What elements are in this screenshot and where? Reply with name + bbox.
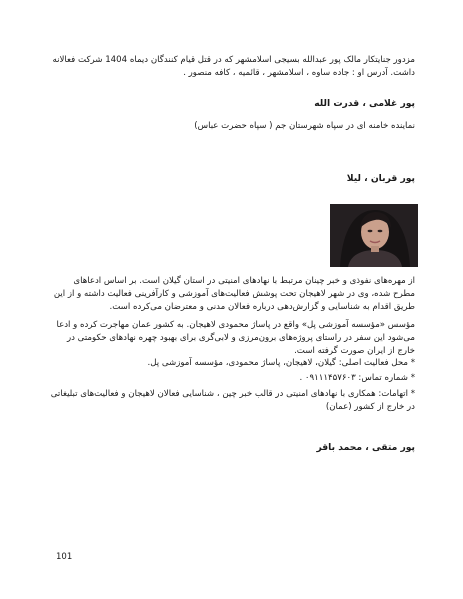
portrait-photo — [330, 204, 418, 267]
entry-text-pourgholami: نماینده خامنه ای در سپاه شهرستان جم ( سپاه حضرت عباس) — [194, 121, 415, 131]
entry-bullet-accusations: * اتهامات: همکاری با نهادهای امنیتی در قالب خبر چین ، شناسایی فعالان لاهیجان و فعالیت‌های تبلیغاتی در خارج از کشور (عمان) — [50, 389, 415, 412]
entry-paragraph-1: از مهره‌های نفوذی و خبر چینان مرتبط با نهادهای امنیتی در استان گیلان است. بر اساس ادعاهای مطرح شده، وی در شهر لاهیجان تحت پوشش فعالیت‌های آموزشی و کارآفرینی فعالیت داشته و از این طریق اقدام به شناسایی و گزارش‌دهی درباره فعالان مدنی و معترضان می‌کرده است. — [53, 276, 415, 312]
entry-paragraph-2: مؤسس «مؤسسه آموزشی پل» واقع در پاساژ محمودی لاهیجان. به کشور عمان مهاجرت کرده و ادعا می‌شود این سفر در راستای پروژه‌های برون‌مرزی و لابی‌گری برای بهبود چهره نهادهای حکومتی در خارج از ایران صورت گرفته است. — [56, 320, 415, 356]
entry-name-pourmottaghi: پور متقی ، محمد باقر — [316, 442, 415, 453]
entry-name-pourgholami: پور غلامی ، قدرت الله — [314, 98, 415, 109]
entry-bullet-phone: * شماره تماس: ۰۹۱۱۱۴۵۷۶۰۳ . — [299, 373, 415, 383]
entry-name-pourghorban: پور قربان ، لیلا — [346, 173, 415, 184]
page-number: 101 — [56, 552, 73, 562]
entry-text-malekpour: مزدور جنایتکار مالک پور عبدالله بسیجی اسلامشهر که در قتل قیام کنندگان دیماه 1404 شرکت فعالانه داشت. آدرس او : جاده ساوه ، اسلامشهر ، قائمیه ، کافه منصور . — [52, 55, 415, 78]
entry-bullet-location: * محل فعالیت اصلی: گیلان، لاهیجان، پاساژ محمودی، مؤسسه آموزشی پل. — [147, 358, 415, 368]
